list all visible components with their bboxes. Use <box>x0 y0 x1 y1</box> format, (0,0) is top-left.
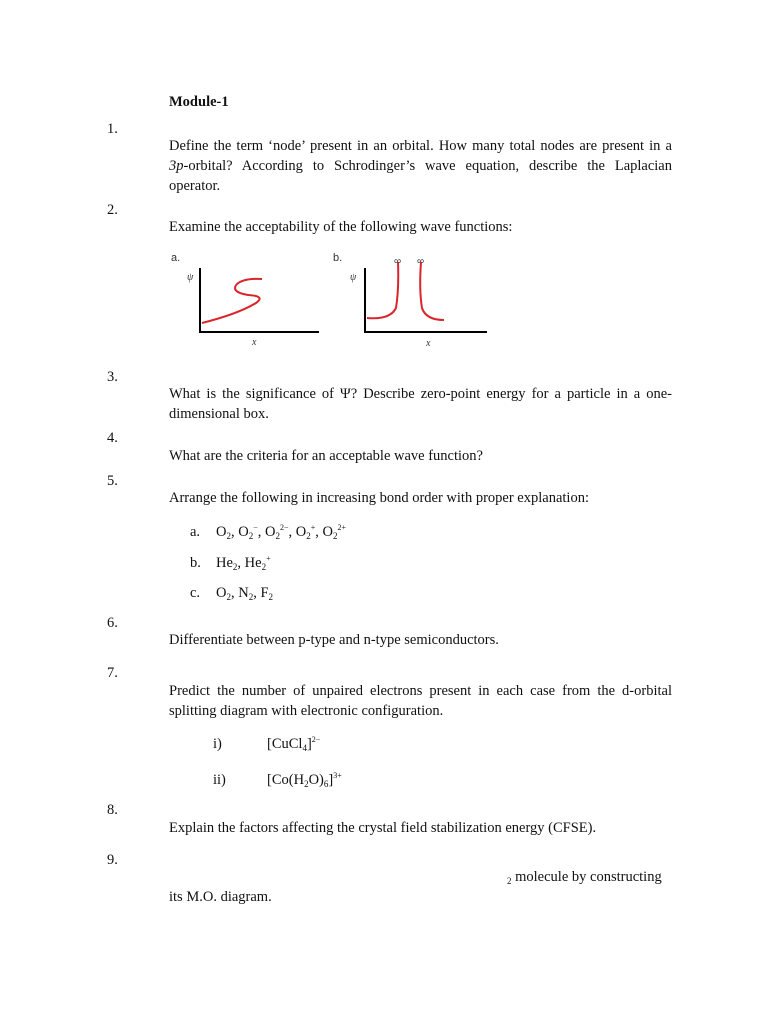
q5-option-a-formula: $O_2$, $O_2^-$, $O_2^{2-}$, $O_2^+$, $O_2^{2+}$ <box>216 523 346 541</box>
question-number-6: 6. <box>107 615 118 631</box>
q5-option-c: c. $O_2$, $N_2$, $F_2$ <box>190 585 274 602</box>
figure-b-infinity-1: ∞ <box>394 256 402 267</box>
figure-a-ylabel: ψ <box>187 272 194 283</box>
question-5-text: Arrange the following in increasing bond order with proper explanation: <box>169 490 589 506</box>
figure-b-label: b. <box>333 252 343 264</box>
module-title: Module-1 <box>169 94 229 110</box>
wave-function-plots <box>168 248 493 354</box>
question-6-text: Differentiate between p-type and n-type semiconductors. <box>169 632 499 648</box>
figure-b-infinity-2: ∞ <box>417 256 425 267</box>
figure-a-label: a. <box>171 252 181 264</box>
q7-item-ii-formula: $[Co(H_2O)_6]^{3+}$ <box>267 771 342 789</box>
q5-option-b: b. $He_2$, $He_2^+$ <box>190 554 271 572</box>
figure-b-curve-left <box>367 262 398 318</box>
question-9-text-line1: $_2$ molecule by constructing <box>507 869 662 886</box>
question-8-text: Explain the factors affecting the crystal field stabilization energy (CFSE). <box>169 820 597 836</box>
question-number-8: 8. <box>107 802 118 818</box>
question-4-text: What are the criteria for an acceptable wave function? <box>169 448 483 464</box>
question-2-text: Examine the acceptability of the following wave functions: <box>169 219 513 235</box>
q5-option-c-formula: $O_2$, $N_2$, $F_2$ <box>216 585 274 602</box>
figure-a <box>171 252 319 348</box>
question-number-7: 7. <box>107 665 118 681</box>
figure-b <box>333 252 487 349</box>
figure-a-xlabel: x <box>252 337 257 348</box>
question-number-1: 1. <box>107 121 118 137</box>
q5-option-a: a. $O_2$, $O_2^-$, $O_2^{2-}$, $O_2^+$, $O_2^{2+}$ <box>190 523 346 541</box>
question-number-3: 3. <box>107 369 118 385</box>
question-1-text: Define the term ‘node’ present in an orbital. How many total nodes are present in a 3p-orbital? According to Schrodinger’s wave equation, describe the Laplacian operator. <box>169 138 672 194</box>
q7-item-i: i) [CuCl$_4$]$^{2-}$ <box>213 735 321 753</box>
figure-a-curve <box>202 279 262 323</box>
question-3-text: What is the significance of Ψ? Describe zero-point energy for a particle in a one-dimensional box. <box>169 386 672 422</box>
figure-b-curve-right <box>420 262 444 320</box>
q7-item-i-formula: [CuCl$_4$]$^{2-}$ <box>267 735 321 753</box>
figure-b-ylabel: ψ <box>350 272 357 283</box>
question-7-text: Predict the number of unpaired electrons present in each case from the d-orbital splitting diagram with electronic configuration. <box>169 683 672 719</box>
wave-function-figures <box>168 248 493 354</box>
question-number-4: 4. <box>107 430 118 446</box>
question-number-2: 2. <box>107 202 118 218</box>
figure-b-xlabel: x <box>426 338 431 349</box>
q5-option-b-formula: $He_2$, $He_2^+$ <box>216 554 271 572</box>
question-number-5: 5. <box>107 473 118 489</box>
question-9-text-line2: its M.O. diagram. <box>169 889 272 905</box>
q7-item-ii: ii) $[Co(H_2O)_6]^{3+}$ <box>213 771 342 789</box>
question-number-9: 9. <box>107 852 118 868</box>
